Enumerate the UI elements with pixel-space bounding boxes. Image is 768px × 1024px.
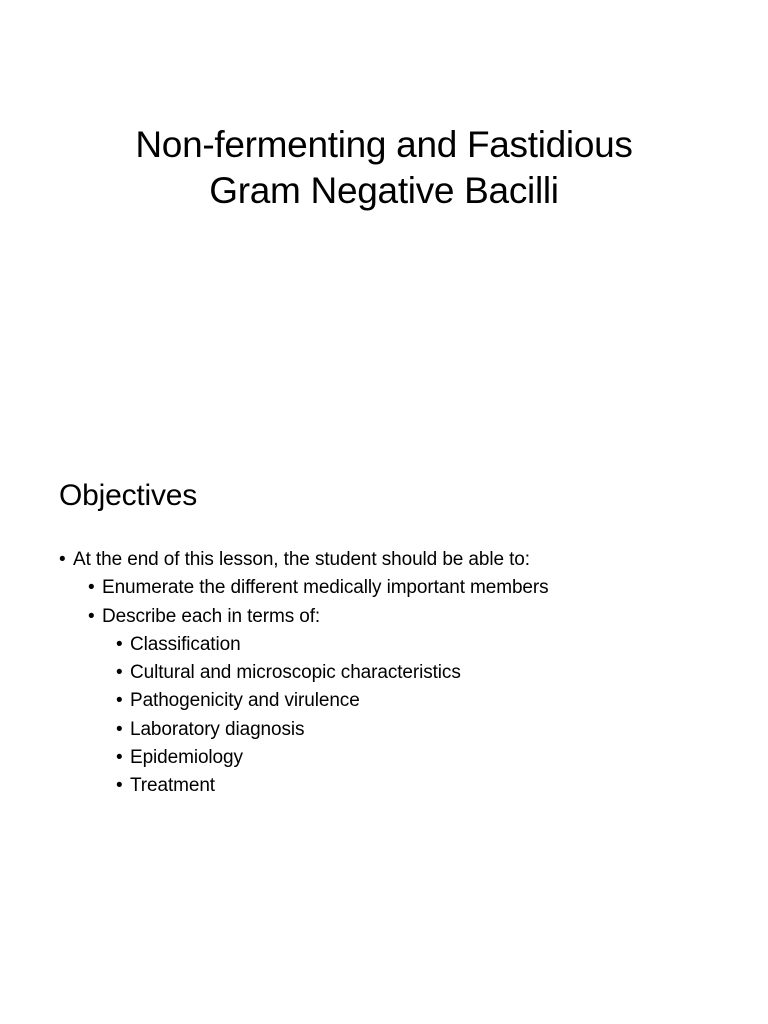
objective-item [0,687,768,715]
objective-text: Describe each in terms of: [102,605,321,627]
objective-item [0,546,768,574]
objective-item [0,631,768,659]
objective-item [0,574,768,602]
bullet-icon: • [116,718,123,740]
bullet-icon: • [88,577,95,599]
objective-item [0,659,768,687]
objective-text: Classification [130,633,241,655]
bullet-icon: • [116,775,123,797]
objective-text: Enumerate the different medically important members [102,577,549,599]
bullet-icon: • [116,662,123,684]
bullet-icon: • [116,690,123,712]
objective-text: Laboratory diagnosis [130,718,305,740]
objective-text: At the end of this lesson, the student should be able to: [73,549,530,570]
title-line-1: Non-fermenting and Fastidious [135,124,633,165]
title-line-2: Gram Negative Bacilli [209,170,559,211]
objectives-heading: Objectives [59,479,198,512]
title-slide-heading [0,122,768,214]
objectives-list [0,546,768,801]
objective-item [0,744,768,772]
bullet-icon: • [116,747,123,769]
bullet-icon: • [59,549,66,570]
bullet-icon: • [88,605,95,627]
objectives-slide [0,432,768,1024]
objective-item [0,716,768,744]
title-slide [0,0,768,432]
objective-text: Epidemiology [130,747,243,769]
bullet-icon: • [116,633,123,655]
objective-text: Cultural and microscopic characteristics [130,662,461,684]
objective-text: Treatment [130,775,215,797]
objective-text: Pathogenicity and virulence [130,690,360,712]
objective-item [0,603,768,631]
objective-item [0,772,768,800]
